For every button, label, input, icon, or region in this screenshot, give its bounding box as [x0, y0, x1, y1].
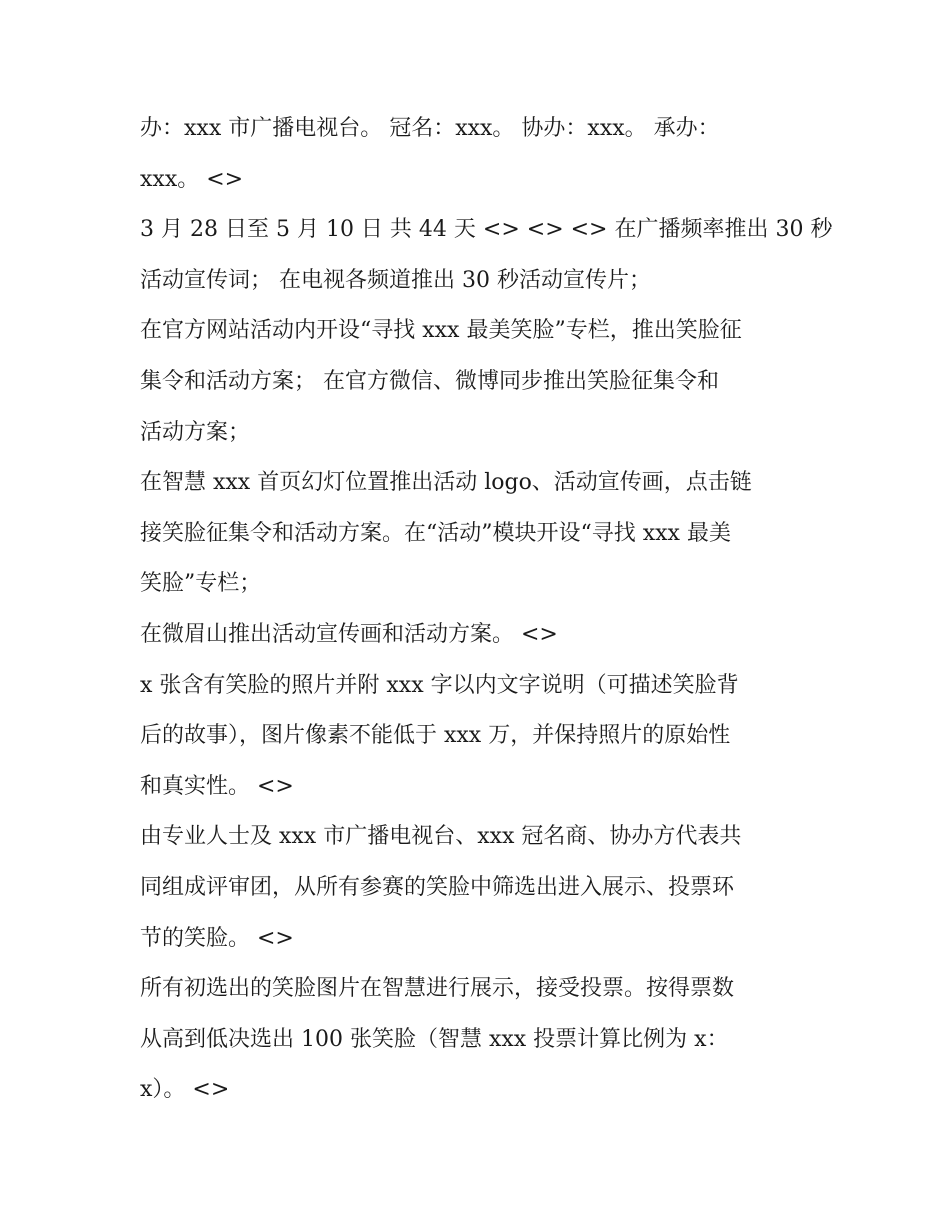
text-line: 和真实性。 <>	[140, 773, 294, 799]
text-line: xxx。 <>	[140, 166, 244, 192]
text-line: 3 月 28 日至 5 月 10 日 共 44 天 <> <> <> 在广播频率推出 30 秒	[140, 217, 833, 243]
text-line: x）。 <>	[140, 1077, 230, 1103]
text-line: 在智慧 xxx 首页幻灯位置推出活动 logo、活动宣传画，点击链	[140, 470, 752, 496]
text-line: 活动方案；	[140, 419, 251, 445]
text-line: 在微眉山推出活动宣传画和活动方案。 <>	[140, 621, 558, 647]
document-body	[140, 104, 833, 1116]
text-line: 办：xxx 市广播电视台。 冠名：xxx。 协办：xxx。 承办：	[140, 116, 720, 141]
text-line: 接笑脸征集令和活动方案。在“活动”模块开设“寻找 xxx 最美	[140, 520, 731, 546]
text-line: 节的笑脸。 <>	[140, 925, 294, 951]
text-line: 集令和活动方案； 在官方微信、微博同步推出笑脸征集令和	[140, 368, 719, 394]
text-line: 活动宣传词； 在电视各频道推出 30 秒活动宣传片；	[140, 267, 651, 293]
text-line: 所有初选出的笑脸图片在智慧进行展示，接受投票。按得票数	[140, 976, 735, 1002]
text-line: 从高到低决选出 100 张笑脸（智慧 xxx 投票计算比例为 x：	[140, 1026, 729, 1052]
text-line: 在官方网站活动内开设“寻找 xxx 最美笑脸”专栏，推出笑脸征	[140, 318, 742, 344]
text-line: 笑脸”专栏；	[140, 571, 262, 597]
text-line: x 张含有笑脸的照片并附 xxx 字以内文字说明（可描述笑脸背	[140, 672, 739, 698]
text-line: 由专业人士及 xxx 市广播电视台、xxx 冠名商、协办方代表共	[140, 824, 742, 850]
text-line: 后的故事），图片像素不能低于 xxx 万，并保持照片的原始性	[140, 723, 731, 749]
text-line: 同组成评审团，从所有参赛的笑脸中筛选出进入展示、投票环	[140, 874, 735, 900]
